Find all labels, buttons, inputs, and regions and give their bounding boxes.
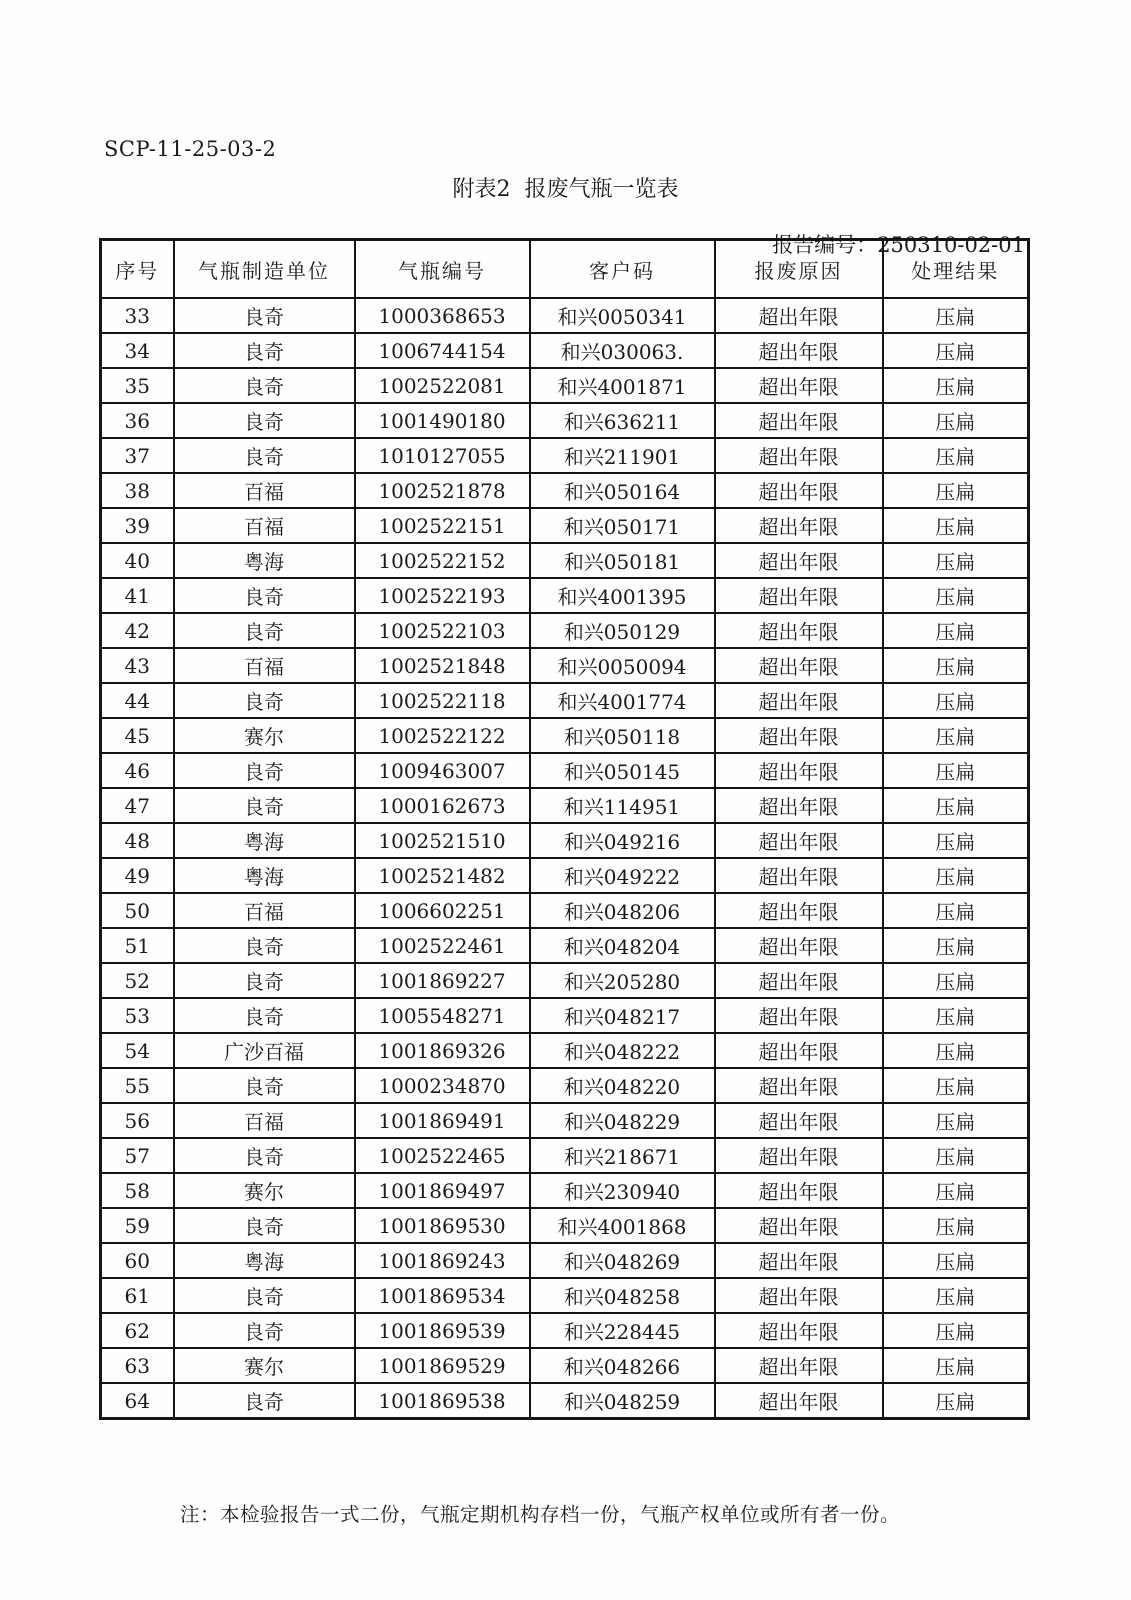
- column-header-customer-code: 客户码: [530, 240, 715, 299]
- table-cell: 38: [101, 473, 174, 508]
- table-cell: 超出年限: [715, 1138, 883, 1173]
- column-header-scrap-reason: 报废原因: [715, 240, 883, 299]
- table-cell: 压扁: [883, 1383, 1029, 1419]
- table-cell: 55: [101, 1068, 174, 1103]
- table-cell: 良奇: [174, 928, 355, 963]
- table-cell: 压扁: [883, 998, 1029, 1033]
- table-cell: 赛尔: [174, 718, 355, 753]
- column-header-manufacturer: 气瓶制造单位: [174, 240, 355, 299]
- table-cell: 压扁: [883, 1068, 1029, 1103]
- table-cell: 超出年限: [715, 683, 883, 718]
- table-cell: 57: [101, 1138, 174, 1173]
- table-cell: 46: [101, 753, 174, 788]
- table-row: [101, 1103, 1029, 1138]
- table-row: [101, 858, 1029, 893]
- table-cell: 超出年限: [715, 613, 883, 648]
- table-cell: 41: [101, 578, 174, 613]
- table-cell: 1001869497: [355, 1173, 530, 1208]
- table-cell: 压扁: [883, 1348, 1029, 1383]
- column-header-result: 处理结果: [883, 240, 1029, 299]
- table-cell: 良奇: [174, 1138, 355, 1173]
- table-cell: 压扁: [883, 1208, 1029, 1243]
- table-row: [101, 1138, 1029, 1173]
- table-row: [101, 683, 1029, 718]
- table-cell: 压扁: [883, 858, 1029, 893]
- table-row: [101, 403, 1029, 438]
- table-row: [101, 1278, 1029, 1313]
- table-cell: 超出年限: [715, 1208, 883, 1243]
- table-cell: 良奇: [174, 683, 355, 718]
- table-cell: 1000162673: [355, 788, 530, 823]
- table-cell: 48: [101, 823, 174, 858]
- table-cell: 压扁: [883, 1313, 1029, 1348]
- table-cell: 超出年限: [715, 718, 883, 753]
- table-cell: 33: [101, 298, 174, 333]
- table-cell: 1001869227: [355, 963, 530, 998]
- table-cell: 良奇: [174, 963, 355, 998]
- table-cell: 和兴049216: [530, 823, 715, 858]
- table-cell: 1002522193: [355, 578, 530, 613]
- table-row: [101, 298, 1029, 333]
- table-cell: 超出年限: [715, 998, 883, 1033]
- table-row: [101, 543, 1029, 578]
- table-cell: 1002522122: [355, 718, 530, 753]
- table-cell: 粤海: [174, 823, 355, 858]
- table-cell: 52: [101, 963, 174, 998]
- table-cell: 百福: [174, 893, 355, 928]
- table-cell: 和兴050171: [530, 508, 715, 543]
- table-row: [101, 1313, 1029, 1348]
- table-cell: 超出年限: [715, 368, 883, 403]
- table-cell: 超出年限: [715, 1103, 883, 1138]
- table-row: [101, 963, 1029, 998]
- table-cell: 1000368653: [355, 298, 530, 333]
- table-cell: 和兴048206: [530, 893, 715, 928]
- table-cell: 和兴205280: [530, 963, 715, 998]
- table-cell: 压扁: [883, 1173, 1029, 1208]
- table-cell: 超出年限: [715, 578, 883, 613]
- table-cell: 和兴4001871: [530, 368, 715, 403]
- table-cell: 34: [101, 333, 174, 368]
- table-cell: 压扁: [883, 368, 1029, 403]
- table-cell: 超出年限: [715, 1383, 883, 1419]
- column-header-serial: 序号: [101, 240, 174, 299]
- table-cell: 良奇: [174, 298, 355, 333]
- table-cell: 压扁: [883, 333, 1029, 368]
- table-cell: 超出年限: [715, 893, 883, 928]
- table-cell: 1006744154: [355, 333, 530, 368]
- table-row: [101, 753, 1029, 788]
- table-cell: 1002522151: [355, 508, 530, 543]
- table-cell: 和兴050164: [530, 473, 715, 508]
- table-cell: 和兴0050094: [530, 648, 715, 683]
- table-cell: 62: [101, 1313, 174, 1348]
- table-cell: 压扁: [883, 578, 1029, 613]
- table-cell: 超出年限: [715, 963, 883, 998]
- table-cell: 超出年限: [715, 928, 883, 963]
- table-cell: 1002522081: [355, 368, 530, 403]
- table-cell: 和兴636211: [530, 403, 715, 438]
- table-cell: 压扁: [883, 893, 1029, 928]
- table-cell: 压扁: [883, 438, 1029, 473]
- table-cell: 35: [101, 368, 174, 403]
- table-cell: 47: [101, 788, 174, 823]
- table-cell: 1002521510: [355, 823, 530, 858]
- table-cell: 和兴048222: [530, 1033, 715, 1068]
- table-cell: 和兴114951: [530, 788, 715, 823]
- table-cell: 和兴050145: [530, 753, 715, 788]
- table-cell: 1001869530: [355, 1208, 530, 1243]
- table-cell: 压扁: [883, 1138, 1029, 1173]
- table-cell: 和兴4001774: [530, 683, 715, 718]
- table-row: [101, 333, 1029, 368]
- table-cell: 良奇: [174, 368, 355, 403]
- table-cell: 51: [101, 928, 174, 963]
- table-cell: 百福: [174, 473, 355, 508]
- table-cell: 和兴048229: [530, 1103, 715, 1138]
- table-cell: 42: [101, 613, 174, 648]
- table-row: [101, 1033, 1029, 1068]
- table-cell: 超出年限: [715, 1313, 883, 1348]
- table-cell: 和兴048269: [530, 1243, 715, 1278]
- table-cell: 59: [101, 1208, 174, 1243]
- table-row: [101, 823, 1029, 858]
- table-cell: 超出年限: [715, 753, 883, 788]
- table-cell: 超出年限: [715, 823, 883, 858]
- table-cell: 良奇: [174, 1068, 355, 1103]
- table-cell: 1002521848: [355, 648, 530, 683]
- table-cell: 压扁: [883, 718, 1029, 753]
- table-body: [101, 298, 1029, 1419]
- table-cell: 超出年限: [715, 298, 883, 333]
- table-cell: 压扁: [883, 788, 1029, 823]
- table-cell: 40: [101, 543, 174, 578]
- table-cell: 49: [101, 858, 174, 893]
- table-cell: 1002522461: [355, 928, 530, 963]
- table-cell: 压扁: [883, 823, 1029, 858]
- table-cell: 超出年限: [715, 403, 883, 438]
- table-cell: 和兴050129: [530, 613, 715, 648]
- table-cell: 压扁: [883, 753, 1029, 788]
- table-cell: 和兴030063.: [530, 333, 715, 368]
- table-cell: 粤海: [174, 543, 355, 578]
- table-cell: 43: [101, 648, 174, 683]
- table-cell: 和兴211901: [530, 438, 715, 473]
- table-cell: 良奇: [174, 753, 355, 788]
- table-cell: 广沙百福: [174, 1033, 355, 1068]
- table-row: [101, 1348, 1029, 1383]
- table-cell: 58: [101, 1173, 174, 1208]
- table-cell: 压扁: [883, 613, 1029, 648]
- table-cell: 压扁: [883, 648, 1029, 683]
- table-cell: 63: [101, 1348, 174, 1383]
- table-cell: 良奇: [174, 578, 355, 613]
- table-cell: 压扁: [883, 473, 1029, 508]
- table-cell: 44: [101, 683, 174, 718]
- table-cell: 良奇: [174, 1208, 355, 1243]
- table-cell: 和兴228445: [530, 1313, 715, 1348]
- table-cell: 1001490180: [355, 403, 530, 438]
- table-cell: 良奇: [174, 998, 355, 1033]
- table-cell: 压扁: [883, 543, 1029, 578]
- table-row: [101, 438, 1029, 473]
- table-cell: 良奇: [174, 1313, 355, 1348]
- table-cell: 百福: [174, 648, 355, 683]
- table-cell: 超出年限: [715, 1278, 883, 1313]
- table-cell: 压扁: [883, 508, 1029, 543]
- table-cell: 良奇: [174, 1383, 355, 1419]
- table-cell: 56: [101, 1103, 174, 1138]
- table-cell: 良奇: [174, 333, 355, 368]
- table-cell: 60: [101, 1243, 174, 1278]
- table-cell: 1001869539: [355, 1313, 530, 1348]
- table-cell: 1001869529: [355, 1348, 530, 1383]
- table-cell: 超出年限: [715, 1243, 883, 1278]
- table-cell: 压扁: [883, 1033, 1029, 1068]
- table-cell: 和兴0050341: [530, 298, 715, 333]
- table-cell: 1005548271: [355, 998, 530, 1033]
- table-cell: 超出年限: [715, 648, 883, 683]
- table-row: [101, 473, 1029, 508]
- table-cell: 百福: [174, 508, 355, 543]
- table-cell: 和兴218671: [530, 1138, 715, 1173]
- table-cell: 和兴048204: [530, 928, 715, 963]
- table-row: [101, 1173, 1029, 1208]
- table-cell: 良奇: [174, 403, 355, 438]
- table-row: [101, 1243, 1029, 1278]
- table-row: [101, 648, 1029, 683]
- table-cell: 39: [101, 508, 174, 543]
- table-cell: 压扁: [883, 298, 1029, 333]
- table-cell: 压扁: [883, 1278, 1029, 1313]
- table-row: [101, 893, 1029, 928]
- table-cell: 和兴4001868: [530, 1208, 715, 1243]
- table-cell: 超出年限: [715, 858, 883, 893]
- table-cell: 压扁: [883, 1243, 1029, 1278]
- table-row: [101, 508, 1029, 543]
- table-row: [101, 788, 1029, 823]
- table-cell: 和兴048259: [530, 1383, 715, 1419]
- report-number-value: 250310-02-01: [877, 233, 1025, 257]
- table-cell: 超出年限: [715, 1033, 883, 1068]
- table-cell: 良奇: [174, 438, 355, 473]
- table-cell: 1001869243: [355, 1243, 530, 1278]
- table-cell: 压扁: [883, 403, 1029, 438]
- table-cell: 64: [101, 1383, 174, 1419]
- table-cell: 赛尔: [174, 1348, 355, 1383]
- table-row: [101, 578, 1029, 613]
- table-cell: 37: [101, 438, 174, 473]
- column-header-cylinder-no: 气瓶编号: [355, 240, 530, 299]
- table-cell: 54: [101, 1033, 174, 1068]
- table-cell: 61: [101, 1278, 174, 1313]
- table-cell: 45: [101, 718, 174, 753]
- table-cell: 压扁: [883, 1103, 1029, 1138]
- table-cell: 良奇: [174, 1278, 355, 1313]
- table-cell: 压扁: [883, 683, 1029, 718]
- table-cell: 和兴049222: [530, 858, 715, 893]
- table-cell: 53: [101, 998, 174, 1033]
- table-cell: 1001869538: [355, 1383, 530, 1419]
- table-cell: 和兴048266: [530, 1348, 715, 1383]
- table-cell: 1002522465: [355, 1138, 530, 1173]
- table-cell: 超出年限: [715, 1068, 883, 1103]
- table-cell: 超出年限: [715, 1173, 883, 1208]
- footer-note: 注：本检验报告一式二份，气瓶定期机构存档一份，气瓶产权单位或所有者一份。: [180, 1503, 901, 1526]
- table-row: [101, 613, 1029, 648]
- table-header: [101, 240, 1029, 299]
- table-row: [101, 1068, 1029, 1103]
- table-cell: 赛尔: [174, 1173, 355, 1208]
- table-cell: 1001869534: [355, 1278, 530, 1313]
- scrap-cylinder-table: [99, 238, 1030, 1420]
- table-cell: 50: [101, 893, 174, 928]
- table-cell: 1002522152: [355, 543, 530, 578]
- table-row: [101, 718, 1029, 753]
- table-row: [101, 368, 1029, 403]
- table-cell: 和兴230940: [530, 1173, 715, 1208]
- table-cell: 1001869326: [355, 1033, 530, 1068]
- table-cell: 1010127055: [355, 438, 530, 473]
- table-cell: 1002521878: [355, 473, 530, 508]
- table-cell: 和兴050118: [530, 718, 715, 753]
- table-cell: 良奇: [174, 613, 355, 648]
- table-row: [101, 1383, 1029, 1419]
- table-cell: 1000234870: [355, 1068, 530, 1103]
- table-row: [101, 1208, 1029, 1243]
- doc-code: SCP-11-25-03-2: [104, 137, 277, 161]
- table-cell: 压扁: [883, 928, 1029, 963]
- table-cell: 超出年限: [715, 438, 883, 473]
- table-cell: 36: [101, 403, 174, 438]
- table-cell: 和兴4001395: [530, 578, 715, 613]
- report-number-label: 报告编号：: [772, 233, 878, 257]
- table-cell: 1002522118: [355, 683, 530, 718]
- table-cell: 百福: [174, 1103, 355, 1138]
- table-cell: 良奇: [174, 788, 355, 823]
- table-cell: 和兴050181: [530, 543, 715, 578]
- table-cell: 1001869491: [355, 1103, 530, 1138]
- table-cell: 超出年限: [715, 508, 883, 543]
- table-cell: 1002521482: [355, 858, 530, 893]
- table-cell: 超出年限: [715, 788, 883, 823]
- table-cell: 1009463007: [355, 753, 530, 788]
- table-cell: 压扁: [883, 963, 1029, 998]
- table-cell: 超出年限: [715, 1348, 883, 1383]
- table-cell: 1002522103: [355, 613, 530, 648]
- table-row: [101, 998, 1029, 1033]
- table-cell: 粤海: [174, 858, 355, 893]
- table-cell: 1006602251: [355, 893, 530, 928]
- table-cell: 粤海: [174, 1243, 355, 1278]
- table-cell: 和兴048220: [530, 1068, 715, 1103]
- table-row: [101, 928, 1029, 963]
- table-cell: 超出年限: [715, 473, 883, 508]
- table-cell: 超出年限: [715, 543, 883, 578]
- table-header-row: [101, 240, 1029, 299]
- page-title: 附表2 报废气瓶一览表: [452, 177, 679, 202]
- table-cell: 和兴048217: [530, 998, 715, 1033]
- table-cell: 超出年限: [715, 333, 883, 368]
- table-cell: 和兴048258: [530, 1278, 715, 1313]
